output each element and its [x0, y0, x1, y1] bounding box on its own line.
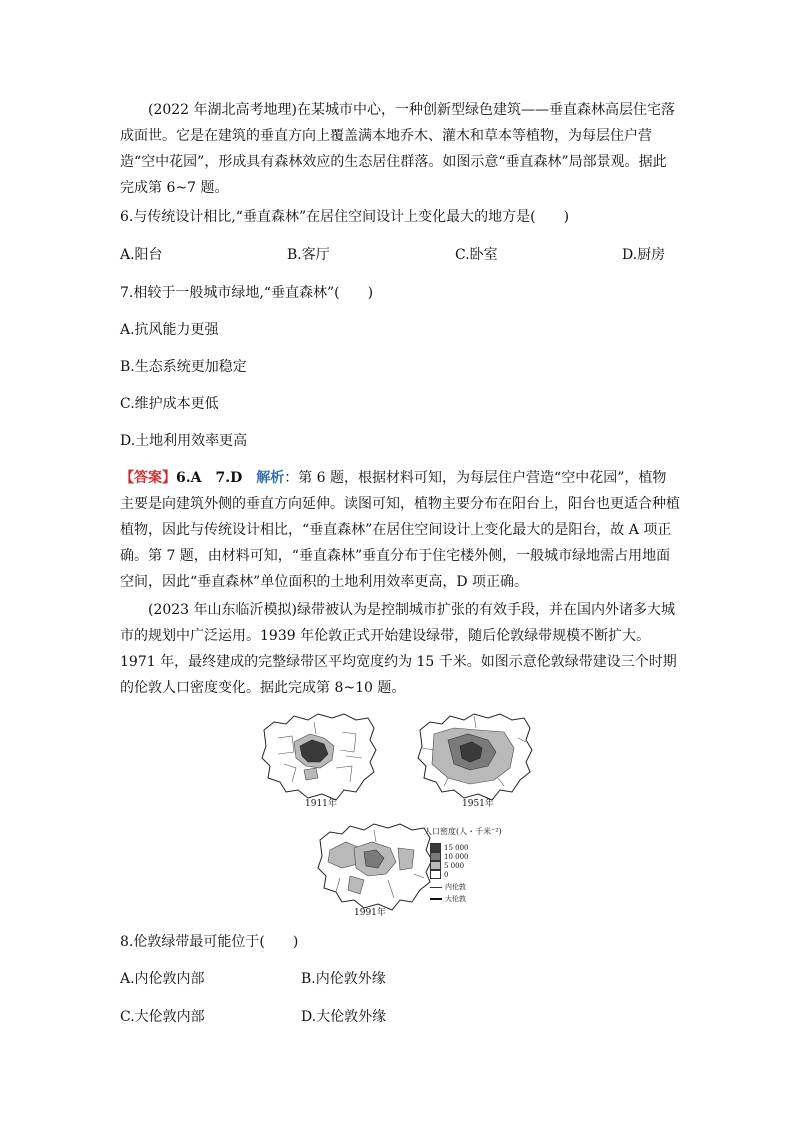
map-1991 — [318, 824, 432, 910]
legend-class-0: 0 — [430, 870, 448, 879]
q6-option-c: C.卧室 — [455, 247, 498, 263]
intro-passage-2: (2023 年山东临沂模拟)绿带被认为是控制城市扩张的有效手段，并在国内外诸多大城市的规划中广泛运用。1939 年伦敦正式开始建设绿带，随后伦敦绿带规模不断扩大。1971 年，最终建成的完整绿带区平均宽度约为 15 千米。如图示意伦敦绿带建设三个时期的伦敦人口密度变化。据此完成第 8~10 题。 — [120, 602, 677, 696]
q6-option-a: A.阳台 — [120, 247, 163, 263]
legend-greater-london: 大伦敦 — [430, 894, 466, 904]
legend-line — [430, 887, 442, 888]
q7-option-a: A.抗风能力更强 — [120, 322, 219, 338]
map-1991-label: 1991年 — [354, 908, 386, 918]
answer-block — [120, 465, 680, 595]
legend-line — [430, 898, 442, 900]
solution-label: 解析 — [256, 470, 285, 486]
legend-swatch — [430, 870, 441, 879]
q7-option-b: B.生态系统更加稳定 — [120, 359, 247, 375]
question-8-stem: 8.伦敦绿带最可能位于( ) — [120, 934, 299, 950]
q6-option-b: B.客厅 — [287, 247, 330, 263]
map-1951-label: 1951年 — [462, 799, 494, 809]
legend-swatch — [430, 852, 441, 861]
legend-swatch — [430, 843, 441, 852]
intro-passage-1: (2022 年湖北高考地理)在某城市中心，一种创新型绿色建筑——垂直森林高层住宅落成面世。它是在建筑的垂直方向上覆盖满本地乔木、灌木和草本等植物，为每层住户营造“空中花园”，形成具有森林效应的生态居住群落。如图示意“垂直森林”局部景观。据此完成第 6~7 题。 — [120, 102, 676, 196]
map-1911 — [262, 714, 376, 800]
london-density-figure — [258, 708, 540, 920]
q8-option-d: D.大伦敦外缘 — [301, 1009, 387, 1025]
q8-option-c: C.大伦敦内部 — [120, 1009, 205, 1025]
q7-option-c: C.维护成本更低 — [120, 396, 219, 412]
answer-keys: 6.A 7.D — [176, 470, 257, 486]
question-6-stem: 6.与传统设计相比,“垂直森林”在居住空间设计上变化最大的地方是( ) — [120, 209, 570, 225]
q7-option-d: D.土地利用效率更高 — [120, 433, 248, 449]
legend-class-15000: 15 000 — [430, 843, 469, 852]
map-1911-label: 1911年 — [305, 799, 337, 809]
q8-option-b: B.内伦敦外缘 — [301, 971, 386, 987]
map-1951 — [418, 714, 532, 800]
question-7-stem: 7.相较于一般城市绿地,“垂直森林”( ) — [120, 285, 374, 301]
legend-swatch — [430, 861, 441, 870]
solution-text: ：第 6 题，根据材料可知，为每层住户营造“空中花园”，植物主要是向建筑外侧的垂直方向延伸。读图可知，植物主要分布在阳台上，阳台也更适合种植植物，因此与传统设计相比，“垂直森林”在居住空间设计上变化最大的是阳台，故 A 项正确。第 7 题，由材料可知，“垂直森林”垂直分布于住宅楼外侧，一般城市绿地需占用地面空间，因此“垂直森林”单位面积的土地利用效率更高，D 项正确。 — [120, 470, 680, 590]
legend-inner-london: 内伦敦 — [430, 882, 466, 892]
legend-class-5000: 5 000 — [430, 861, 464, 870]
legend-class-10000: 10 000 — [430, 852, 469, 861]
answer-tag: 【答案】 — [120, 470, 176, 486]
q6-option-d: D.厨房 — [622, 247, 666, 263]
legend-title: 人口密度(人・千米⁻²) — [424, 827, 502, 836]
q8-option-a: A.内伦敦内部 — [120, 971, 205, 987]
